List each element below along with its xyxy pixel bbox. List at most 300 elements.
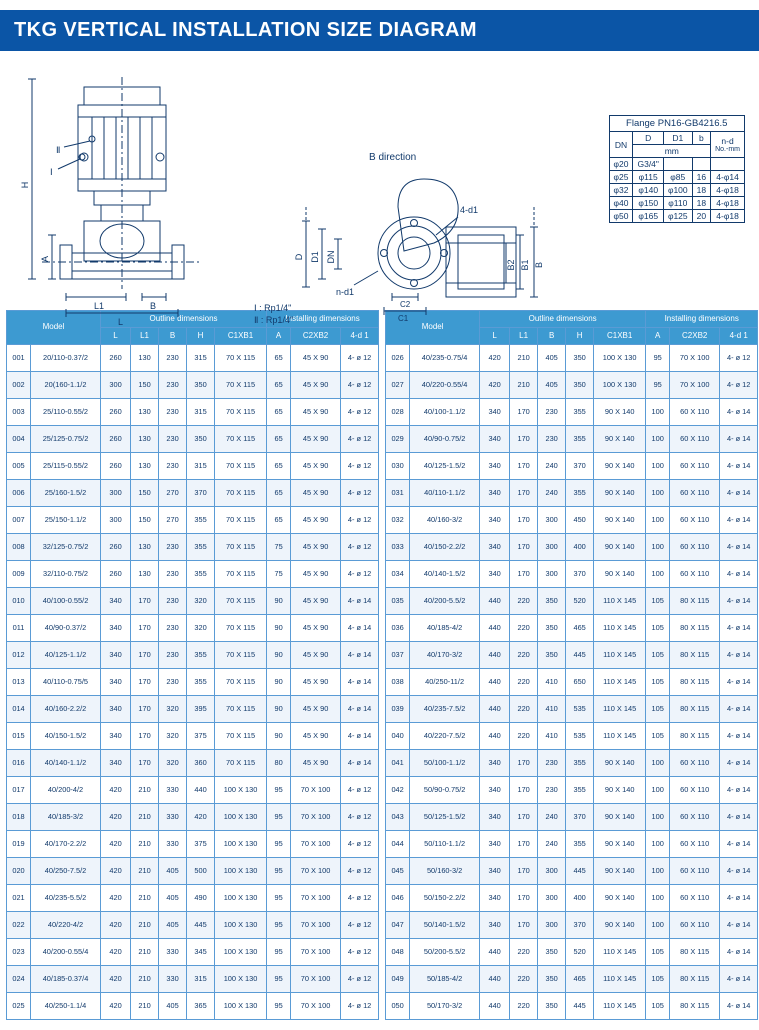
table-row (7, 696, 379, 723)
cell-A: 100 (646, 804, 670, 831)
cell-B: 330 (159, 777, 187, 804)
cell-4d1: 4- ø 12 (341, 507, 379, 534)
cell-model: 20(160-1.1/2 (31, 372, 101, 399)
cell-B: 300 (538, 507, 566, 534)
cell-L: 420 (101, 966, 131, 993)
cell-model: 50/110-1.1/2 (410, 831, 480, 858)
col-L-right: L (480, 328, 510, 345)
cell-model: 40/250-1.1/4 (31, 993, 101, 1020)
cell-H: 315 (187, 345, 215, 372)
cell-L: 340 (480, 750, 510, 777)
flange-cell: 20 (692, 210, 710, 223)
cell-4d1: 4- ø 14 (720, 804, 758, 831)
cell-A: 75 (267, 561, 291, 588)
cell-L: 300 (101, 480, 131, 507)
table-row (386, 966, 758, 993)
cell-C1XB1: 100 X 130 (594, 372, 646, 399)
cell-A: 105 (646, 723, 670, 750)
cell-4d1: 4- ø 14 (341, 696, 379, 723)
cell-A: 100 (646, 885, 670, 912)
cell-C2XB2: 45 X 90 (291, 507, 341, 534)
cell-model: 20/110-0.37/2 (31, 345, 101, 372)
cell-model: 40/160-2.2/2 (31, 696, 101, 723)
cell-model: 50/185-4/2 (410, 966, 480, 993)
cell-L1: 220 (510, 696, 538, 723)
cell-H: 355 (566, 480, 594, 507)
cell-B: 350 (538, 642, 566, 669)
cell-L1: 220 (510, 966, 538, 993)
cell-C2XB2: 45 X 90 (291, 615, 341, 642)
row-index: 016 (7, 750, 31, 777)
table-row (386, 912, 758, 939)
flange-col-b: b (692, 132, 710, 145)
cell-model: 32/110-0.75/2 (31, 561, 101, 588)
cell-C2XB2: 60 X 110 (670, 507, 720, 534)
cell-C2XB2: 60 X 110 (670, 561, 720, 588)
cell-B: 410 (538, 696, 566, 723)
flange-table-title: Flange PN16-GB4216.5 (609, 116, 744, 132)
cell-4d1: 4- ø 12 (341, 480, 379, 507)
cell-model: 25/115-0.55/2 (31, 453, 101, 480)
cell-model: 40/235-7.5/2 (410, 696, 480, 723)
cell-L1: 170 (131, 669, 159, 696)
cell-A: 100 (646, 453, 670, 480)
cell-L: 420 (101, 831, 131, 858)
col-A-right: A (646, 328, 670, 345)
cell-model: 40/100-0.55/2 (31, 588, 101, 615)
table-row (7, 615, 379, 642)
table-row (386, 804, 758, 831)
cell-C1XB1: 90 X 140 (594, 426, 646, 453)
cell-H: 375 (187, 831, 215, 858)
table-row (7, 534, 379, 561)
cell-4d1: 4- ø 12 (341, 966, 379, 993)
flange-col-nd-label: n-d (721, 136, 734, 146)
cell-C2XB2: 60 X 110 (670, 804, 720, 831)
cell-H: 445 (566, 993, 594, 1020)
cell-B: 270 (159, 480, 187, 507)
row-index: 033 (386, 534, 410, 561)
table-row (7, 588, 379, 615)
cell-C1XB1: 90 X 140 (594, 804, 646, 831)
cell-C1XB1: 70 X 115 (215, 345, 267, 372)
row-index: 049 (386, 966, 410, 993)
cell-4d1: 4- ø 12 (341, 534, 379, 561)
cell-L1: 170 (510, 885, 538, 912)
cell-C1XB1: 90 X 140 (594, 885, 646, 912)
table-row (386, 777, 758, 804)
cell-B: 230 (159, 669, 187, 696)
cell-A: 95 (267, 993, 291, 1020)
cell-C1XB1: 100 X 130 (215, 777, 267, 804)
cell-H: 355 (187, 669, 215, 696)
cell-C1XB1: 70 X 115 (215, 426, 267, 453)
cell-L: 260 (101, 426, 131, 453)
cell-model: 25/150-1.1/2 (31, 507, 101, 534)
table-row (386, 939, 758, 966)
flange-cell: φ140 (633, 184, 663, 197)
cell-model: 40/185-3/2 (31, 804, 101, 831)
cell-C1XB1: 110 X 145 (594, 615, 646, 642)
cell-model: 40/110-1.1/2 (410, 480, 480, 507)
cell-4d1: 4- ø 14 (720, 507, 758, 534)
cell-C2XB2: 60 X 110 (670, 831, 720, 858)
table-row (386, 669, 758, 696)
cell-model: 50/160-3/2 (410, 858, 480, 885)
table-row (386, 534, 758, 561)
row-index: 003 (7, 399, 31, 426)
row-index: 008 (7, 534, 31, 561)
table-row (386, 723, 758, 750)
cell-4d1: 4- ø 14 (341, 723, 379, 750)
flange-cell: φ20 (609, 158, 633, 171)
cell-L: 440 (480, 696, 510, 723)
cell-C2XB2: 70 X 100 (670, 345, 720, 372)
cell-4d1: 4- ø 14 (720, 426, 758, 453)
cell-L1: 170 (510, 831, 538, 858)
cell-model: 40/200-0.55/4 (31, 939, 101, 966)
cell-C1XB1: 100 X 130 (215, 831, 267, 858)
cell-4d1: 4- ø 14 (720, 912, 758, 939)
cell-L1: 170 (510, 858, 538, 885)
row-index: 032 (386, 507, 410, 534)
cell-C2XB2: 70 X 100 (291, 912, 341, 939)
cell-4d1: 4- ø 12 (720, 372, 758, 399)
cell-B: 330 (159, 831, 187, 858)
dimension-table-right (385, 310, 758, 1020)
dim-label-H: H (20, 181, 30, 189)
cell-C1XB1: 70 X 115 (215, 642, 267, 669)
row-index: 041 (386, 750, 410, 777)
cell-C2XB2: 60 X 110 (670, 453, 720, 480)
cell-A: 90 (267, 588, 291, 615)
cell-H: 355 (187, 507, 215, 534)
cell-L: 440 (480, 615, 510, 642)
table-row (7, 858, 379, 885)
cell-B: 405 (159, 858, 187, 885)
cell-B: 300 (538, 912, 566, 939)
cell-C1XB1: 90 X 140 (594, 777, 646, 804)
cell-C2XB2: 80 X 115 (670, 966, 720, 993)
cell-L: 440 (480, 669, 510, 696)
cell-L: 420 (101, 912, 131, 939)
cell-H: 400 (566, 885, 594, 912)
row-index: 002 (7, 372, 31, 399)
cell-4d1: 4- ø 14 (720, 561, 758, 588)
cell-H: 400 (566, 534, 594, 561)
dim-label-B-right: B (534, 261, 544, 269)
cell-C1XB1: 100 X 130 (594, 345, 646, 372)
cell-C2XB2: 45 X 90 (291, 669, 341, 696)
cell-H: 355 (566, 426, 594, 453)
cell-L: 340 (101, 723, 131, 750)
cell-C2XB2: 45 X 90 (291, 588, 341, 615)
cell-B: 330 (159, 939, 187, 966)
cell-model: 40/170-2.2/2 (31, 831, 101, 858)
dimension-tables (6, 310, 753, 1020)
cell-model: 40/220-0.55/4 (410, 372, 480, 399)
table-row (386, 480, 758, 507)
cell-4d1: 4- ø 14 (720, 750, 758, 777)
col-installing-right: Installing dimensions (646, 311, 758, 328)
cell-A: 100 (646, 534, 670, 561)
row-index: 039 (386, 696, 410, 723)
cell-H: 465 (566, 966, 594, 993)
cell-B: 230 (159, 534, 187, 561)
cell-L: 420 (480, 345, 510, 372)
row-index: 006 (7, 480, 31, 507)
flange-unit-mm: mm (633, 145, 711, 158)
cell-4d1: 4- ø 12 (341, 777, 379, 804)
cell-model: 40/140-1.5/2 (410, 561, 480, 588)
col-H-left: H (187, 328, 215, 345)
cell-H: 350 (187, 372, 215, 399)
dim-label-B1: B1 (520, 259, 530, 271)
dim-label-D1: D1 (310, 251, 320, 263)
cell-A: 95 (267, 966, 291, 993)
cell-4d1: 4- ø 14 (720, 642, 758, 669)
cell-L: 420 (101, 993, 131, 1020)
flange-spec-table (609, 115, 745, 223)
cell-L: 340 (101, 669, 131, 696)
cell-B: 350 (538, 588, 566, 615)
cell-C1XB1: 100 X 130 (215, 966, 267, 993)
cell-A: 75 (267, 534, 291, 561)
cell-C1XB1: 90 X 140 (594, 507, 646, 534)
cell-L: 340 (480, 426, 510, 453)
cell-C1XB1: 70 X 115 (215, 696, 267, 723)
row-index: 042 (386, 777, 410, 804)
cell-C1XB1: 90 X 140 (594, 750, 646, 777)
cell-L: 340 (480, 831, 510, 858)
table-row (7, 723, 379, 750)
cell-C1XB1: 110 X 145 (594, 588, 646, 615)
col-C2XB2-left: C2XB2 (291, 328, 341, 345)
cell-C2XB2: 70 X 100 (670, 372, 720, 399)
cell-model: 50/100-1.1/2 (410, 750, 480, 777)
cell-C1XB1: 70 X 115 (215, 534, 267, 561)
cell-C1XB1: 110 X 145 (594, 966, 646, 993)
flange-cell: φ165 (633, 210, 663, 223)
cell-C2XB2: 45 X 90 (291, 723, 341, 750)
flange-cell (692, 158, 710, 171)
cell-B: 330 (159, 966, 187, 993)
cell-C2XB2: 60 X 110 (670, 480, 720, 507)
cell-C2XB2: 60 X 110 (670, 777, 720, 804)
cell-L: 340 (101, 696, 131, 723)
cell-H: 445 (187, 912, 215, 939)
cell-H: 355 (566, 399, 594, 426)
table-row (386, 615, 758, 642)
cell-L1: 210 (131, 912, 159, 939)
cell-L: 340 (101, 750, 131, 777)
cell-model: 40/200-4/2 (31, 777, 101, 804)
row-index: 036 (386, 615, 410, 642)
dim-label-C2: C2 (400, 300, 411, 309)
cell-B: 230 (159, 561, 187, 588)
cell-C2XB2: 60 X 110 (670, 858, 720, 885)
cell-C1XB1: 100 X 130 (215, 804, 267, 831)
cell-A: 100 (646, 507, 670, 534)
cell-A: 95 (267, 831, 291, 858)
cell-H: 445 (566, 642, 594, 669)
cell-model: 40/100-1.1/2 (410, 399, 480, 426)
table-row (386, 642, 758, 669)
flange-cell: G3/4" (633, 158, 663, 171)
table-row (7, 912, 379, 939)
cell-C2XB2: 60 X 110 (670, 534, 720, 561)
table-row (7, 885, 379, 912)
row-index: 038 (386, 669, 410, 696)
row-index: 047 (386, 912, 410, 939)
cell-A: 95 (267, 777, 291, 804)
cell-A: 95 (267, 939, 291, 966)
cell-L: 340 (480, 507, 510, 534)
cell-B: 300 (538, 885, 566, 912)
cell-L: 260 (101, 399, 131, 426)
col-C2XB2-right: C2XB2 (670, 328, 720, 345)
flange-cell: φ32 (609, 184, 633, 197)
cell-L1: 150 (131, 480, 159, 507)
table-row (386, 426, 758, 453)
cell-H: 350 (566, 372, 594, 399)
cell-model: 50/200-5.5/2 (410, 939, 480, 966)
flange-cell: φ40 (609, 197, 633, 210)
flange-cell: 4-φ18 (711, 197, 745, 210)
cell-L1: 210 (131, 939, 159, 966)
cell-L1: 130 (131, 561, 159, 588)
cell-L1: 210 (131, 885, 159, 912)
cell-L1: 170 (131, 723, 159, 750)
cell-L: 440 (480, 966, 510, 993)
cell-C1XB1: 110 X 145 (594, 696, 646, 723)
n-d1-label: n-d1 (336, 287, 355, 297)
cell-A: 100 (646, 399, 670, 426)
cell-B: 230 (159, 588, 187, 615)
tap-label-II: Ⅱ (56, 145, 61, 155)
cell-C1XB1: 70 X 115 (215, 588, 267, 615)
row-index: 046 (386, 885, 410, 912)
row-index: 010 (7, 588, 31, 615)
cell-4d1: 4- ø 12 (341, 993, 379, 1020)
cell-B: 300 (538, 561, 566, 588)
cell-L: 340 (480, 480, 510, 507)
cell-L1: 210 (131, 993, 159, 1020)
cell-4d1: 4- ø 12 (341, 561, 379, 588)
page (0, 10, 759, 1020)
cell-L: 420 (101, 858, 131, 885)
cell-C1XB1: 90 X 140 (594, 480, 646, 507)
cell-C1XB1: 90 X 140 (594, 453, 646, 480)
cell-B: 320 (159, 750, 187, 777)
cell-B: 350 (538, 993, 566, 1020)
row-index: 005 (7, 453, 31, 480)
cell-L: 300 (101, 372, 131, 399)
cell-L: 340 (480, 561, 510, 588)
cell-model: 40/110-0.75/5 (31, 669, 101, 696)
cell-A: 105 (646, 993, 670, 1020)
cell-C2XB2: 60 X 110 (670, 885, 720, 912)
cell-L1: 170 (510, 426, 538, 453)
flange-cell: 18 (692, 184, 710, 197)
cell-model: 40/220-7.5/2 (410, 723, 480, 750)
cell-H: 350 (566, 345, 594, 372)
cell-model: 40/185-0.37/4 (31, 966, 101, 993)
cell-L: 340 (101, 642, 131, 669)
cell-L: 420 (101, 885, 131, 912)
cell-B: 230 (159, 642, 187, 669)
cell-C2XB2: 70 X 100 (291, 885, 341, 912)
cell-B: 320 (159, 723, 187, 750)
cell-L1: 170 (510, 750, 538, 777)
row-index: 021 (7, 885, 31, 912)
cell-L1: 150 (131, 507, 159, 534)
col-B-left: B (159, 328, 187, 345)
cell-A: 105 (646, 939, 670, 966)
row-index: 014 (7, 696, 31, 723)
flange-col-dn: DN (609, 132, 633, 158)
cell-C1XB1: 100 X 130 (215, 858, 267, 885)
cell-L: 340 (480, 804, 510, 831)
cell-C1XB1: 100 X 130 (215, 939, 267, 966)
table-row (386, 507, 758, 534)
row-index: 009 (7, 561, 31, 588)
cell-L: 440 (480, 642, 510, 669)
cell-A: 100 (646, 912, 670, 939)
cell-B: 405 (159, 885, 187, 912)
cell-C1XB1: 70 X 115 (215, 399, 267, 426)
cell-C1XB1: 110 X 145 (594, 939, 646, 966)
col-B-right: B (538, 328, 566, 345)
flange-cell: 16 (692, 171, 710, 184)
cell-C1XB1: 110 X 145 (594, 642, 646, 669)
cell-A: 95 (267, 912, 291, 939)
cell-4d1: 4- ø 12 (341, 453, 379, 480)
cell-4d1: 4- ø 14 (720, 588, 758, 615)
cell-model: 40/185-4/2 (410, 615, 480, 642)
cell-L1: 130 (131, 534, 159, 561)
cell-B: 230 (159, 426, 187, 453)
cell-H: 500 (187, 858, 215, 885)
cell-L: 300 (101, 507, 131, 534)
cell-B: 240 (538, 804, 566, 831)
table-row (7, 345, 379, 372)
cell-H: 370 (566, 453, 594, 480)
cell-L: 440 (480, 993, 510, 1020)
col-model-right: Model (386, 311, 480, 345)
col-model-left: Model (7, 311, 101, 345)
row-index: 050 (386, 993, 410, 1020)
table-row (386, 588, 758, 615)
cell-4d1: 4- ø 14 (720, 993, 758, 1020)
table-row (7, 561, 379, 588)
row-index: 027 (386, 372, 410, 399)
flange-cell (711, 158, 745, 171)
row-index: 029 (386, 426, 410, 453)
cell-C1XB1: 110 X 145 (594, 669, 646, 696)
cell-C1XB1: 70 X 115 (215, 723, 267, 750)
cell-L: 340 (480, 885, 510, 912)
table-row (7, 426, 379, 453)
cell-L1: 220 (510, 993, 538, 1020)
tap-label-I: Ⅰ (50, 167, 53, 177)
cell-L1: 170 (510, 480, 538, 507)
cell-L: 420 (480, 372, 510, 399)
flange-cell: 18 (692, 197, 710, 210)
cell-model: 25/110-0.55/2 (31, 399, 101, 426)
table-row (7, 750, 379, 777)
cell-L: 420 (101, 804, 131, 831)
